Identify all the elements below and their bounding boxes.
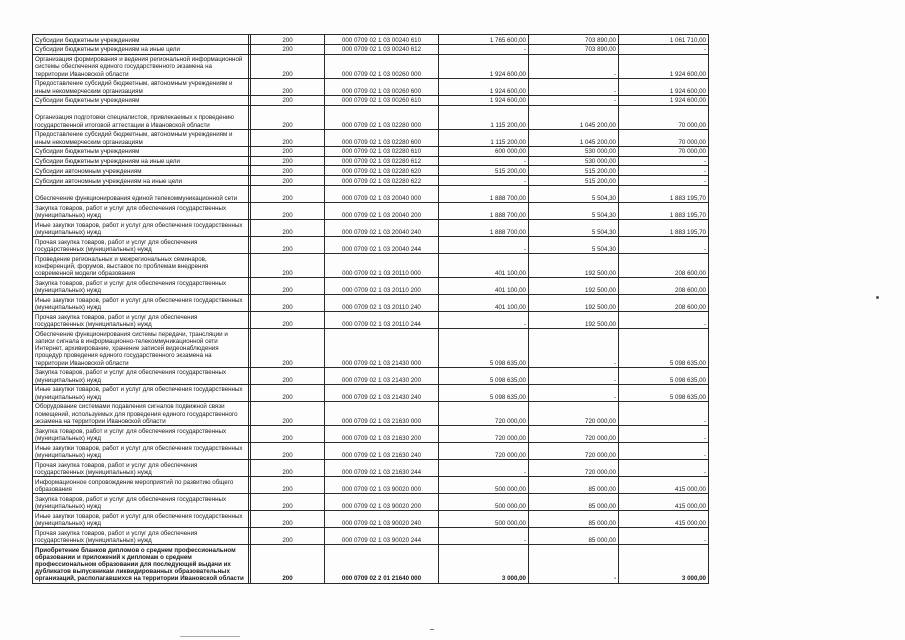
row-line-code: 200: [251, 253, 325, 277]
row-line-code: 200: [251, 442, 325, 459]
row-approved-amount: 600 000,00: [439, 146, 529, 156]
row-budget-classification-code: 000 0709 02 1 03 02280 610: [325, 146, 439, 156]
table-row: [33, 493, 709, 510]
row-unexecuted-amount: 1 883 195,70: [619, 202, 709, 219]
row-approved-amount: 1 924 600,00: [439, 95, 529, 105]
row-unexecuted-amount: 1 924 600,00: [619, 78, 709, 95]
scan-speck: [876, 296, 879, 299]
row-approved-amount: -: [439, 312, 529, 329]
row-approved-amount: 401 100,00: [439, 295, 529, 312]
row-name: Оборудование системами подавления сигналов подвижной связи помещений, используемых для проведения единого государственного экзамена на территории Ивановской области: [33, 401, 249, 425]
row-executed-amount: 720 000,00: [529, 459, 619, 476]
row-line-code: 200: [251, 278, 325, 295]
row-budget-classification-code: 000 0709 02 1 03 02280 622: [325, 176, 439, 186]
row-unexecuted-amount: 1 061 710,00: [619, 35, 709, 45]
row-name: Субсидии бюджетным учреждениям: [33, 146, 249, 156]
row-unexecuted-amount: -: [619, 166, 709, 176]
row-unexecuted-amount: -: [619, 442, 709, 459]
row-name: Закупка товаров, работ и услуг для обеспечения государственных (муниципальных) нужд: [33, 202, 249, 219]
row-approved-amount: 720 000,00: [439, 442, 529, 459]
row-budget-classification-code: 000 0709 02 1 03 00260 600: [325, 78, 439, 95]
row-name: Обеспечение функционирования системы передачи, трансляции и записи сигнала в информационно-телекоммуникационной сети Интернет, архивирование, хранение записей видеонаблюдения процедур проведения единого государственного экзамена на территории Ивановской области: [33, 329, 249, 368]
row-line-code: 200: [251, 176, 325, 186]
table-row: [33, 295, 709, 312]
row-name: Обеспечение функционирования единой телекоммуникационной сети: [33, 185, 249, 202]
row-executed-amount: 192 500,00: [529, 295, 619, 312]
budget-report-page: [32, 34, 708, 584]
row-executed-amount: 192 500,00: [529, 312, 619, 329]
row-unexecuted-amount: 5 098 635,00: [619, 384, 709, 401]
row-approved-amount: 401 100,00: [439, 253, 529, 277]
row-line-code: 200: [251, 329, 325, 368]
table-row: [33, 329, 709, 368]
row-executed-amount: 703 890,00: [529, 35, 619, 45]
row-approved-amount: -: [439, 176, 529, 186]
table-row: [33, 367, 709, 384]
row-unexecuted-amount: 1 924 600,00: [619, 54, 709, 78]
table-row: [33, 278, 709, 295]
row-budget-classification-code: 000 0709 02 1 03 02280 612: [325, 156, 439, 166]
row-name: Субсидии бюджетным учреждениям на иные цели: [33, 44, 249, 54]
table-row: [33, 78, 709, 95]
row-line-code: 200: [251, 105, 325, 129]
row-unexecuted-amount: 415 000,00: [619, 476, 709, 493]
row-approved-amount: 3 000,00: [439, 544, 529, 583]
table-row: [33, 202, 709, 219]
row-budget-classification-code: 000 0709 02 1 03 20040 240: [325, 219, 439, 236]
row-executed-amount: -: [529, 95, 619, 105]
row-name: Приобретение бланков дипломов о среднем профессиональном образовании и приложений к дипломам о среднем профессиональном образовании для последующей выдачи их дубликатов выпускникам ликвидированных образовательных организаций, располагавшихся на территории Ивановской области: [33, 544, 249, 583]
row-name: Организация подготовки специалистов, привлекаемых к проведению государственной итоговой аттестации в Ивановской области: [33, 105, 249, 129]
table-row: [33, 156, 709, 166]
row-line-code: 200: [251, 236, 325, 253]
row-line-code: 200: [251, 35, 325, 45]
row-budget-classification-code: 000 0709 02 1 03 21630 200: [325, 425, 439, 442]
row-executed-amount: 5 504,30: [529, 202, 619, 219]
row-approved-amount: -: [439, 156, 529, 166]
row-line-code: 200: [251, 166, 325, 176]
row-line-code: 200: [251, 459, 325, 476]
row-unexecuted-amount: 415 000,00: [619, 510, 709, 527]
scan-mark: [430, 629, 434, 630]
row-unexecuted-amount: 70 000,00: [619, 129, 709, 146]
row-unexecuted-amount: -: [619, 312, 709, 329]
table-row: [33, 146, 709, 156]
row-approved-amount: 1 115 200,00: [439, 105, 529, 129]
row-unexecuted-amount: 70 000,00: [619, 146, 709, 156]
row-name: Иные закупки товаров, работ и услуг для обеспечения государственных (муниципальных) нужд: [33, 442, 249, 459]
row-approved-amount: 1 924 600,00: [439, 78, 529, 95]
row-name: Субсидии автономным учреждениям на иные цели: [33, 176, 249, 186]
table-row: [33, 219, 709, 236]
row-approved-amount: 720 000,00: [439, 401, 529, 425]
row-name: Прочая закупка товаров, работ и услуг для обеспечения государственных (муниципальных) нужд: [33, 236, 249, 253]
row-executed-amount: 5 504,30: [529, 236, 619, 253]
row-unexecuted-amount: 208 600,00: [619, 253, 709, 277]
row-budget-classification-code: 000 0709 02 1 03 20040 200: [325, 202, 439, 219]
row-budget-classification-code: 000 0709 02 1 03 90020 200: [325, 493, 439, 510]
row-executed-amount: 85 000,00: [529, 510, 619, 527]
row-executed-amount: 720 000,00: [529, 442, 619, 459]
row-approved-amount: 500 000,00: [439, 510, 529, 527]
row-name: Иные закупки товаров, работ и услуг для обеспечения государственных (муниципальных) нужд: [33, 295, 249, 312]
row-budget-classification-code: 000 0709 02 1 03 90020 000: [325, 476, 439, 493]
row-line-code: 200: [251, 78, 325, 95]
table-row: [33, 54, 709, 78]
row-name: Закупка товаров, работ и услуг для обеспечения государственных (муниципальных) нужд: [33, 367, 249, 384]
row-executed-amount: -: [529, 384, 619, 401]
row-budget-classification-code: 000 0709 02 1 03 20110 000: [325, 253, 439, 277]
row-budget-classification-code: 000 0709 02 1 03 21630 244: [325, 459, 439, 476]
row-executed-amount: 192 500,00: [529, 253, 619, 277]
row-approved-amount: 1 765 600,00: [439, 35, 529, 45]
row-budget-classification-code: 000 0709 02 1 03 20040 000: [325, 185, 439, 202]
row-name: Закупка товаров, работ и услуг для обеспечения государственных (муниципальных) нужд: [33, 493, 249, 510]
row-name: Иные закупки товаров, работ и услуг для обеспечения государственных (муниципальных) нужд: [33, 510, 249, 527]
row-unexecuted-amount: 415 000,00: [619, 493, 709, 510]
table-row: [33, 544, 709, 583]
row-unexecuted-amount: 3 000,00: [619, 544, 709, 583]
row-executed-amount: 703 890,00: [529, 44, 619, 54]
row-unexecuted-amount: -: [619, 156, 709, 166]
row-executed-amount: -: [529, 329, 619, 368]
row-budget-classification-code: 000 0709 02 1 03 02280 600: [325, 129, 439, 146]
row-executed-amount: 85 000,00: [529, 493, 619, 510]
table-row: [33, 35, 709, 45]
table-row: [33, 527, 709, 544]
row-line-code: 200: [251, 185, 325, 202]
row-line-code: 200: [251, 401, 325, 425]
row-executed-amount: 515 200,00: [529, 176, 619, 186]
row-unexecuted-amount: 70 000,00: [619, 105, 709, 129]
row-budget-classification-code: 000 0709 02 1 03 00260 610: [325, 95, 439, 105]
budget-execution-table: [32, 34, 709, 584]
table-row: [33, 129, 709, 146]
row-approved-amount: 720 000,00: [439, 425, 529, 442]
table-row: [33, 185, 709, 202]
row-executed-amount: 5 504,30: [529, 219, 619, 236]
table-row: [33, 236, 709, 253]
row-budget-classification-code: 000 0709 02 1 03 21430 000: [325, 329, 439, 368]
row-approved-amount: 1 888 700,00: [439, 219, 529, 236]
row-budget-classification-code: 000 0709 02 1 03 90020 244: [325, 527, 439, 544]
row-executed-amount: 515 200,00: [529, 166, 619, 176]
row-unexecuted-amount: -: [619, 44, 709, 54]
row-line-code: 200: [251, 95, 325, 105]
row-approved-amount: 401 100,00: [439, 278, 529, 295]
row-budget-classification-code: 000 0709 02 1 03 02280 620: [325, 166, 439, 176]
table-row: [33, 401, 709, 425]
table-row: [33, 384, 709, 401]
row-line-code: 200: [251, 54, 325, 78]
row-line-code: 200: [251, 493, 325, 510]
row-unexecuted-amount: 1 883 195,70: [619, 219, 709, 236]
row-executed-amount: 192 500,00: [529, 278, 619, 295]
row-budget-classification-code: 000 0709 02 1 03 21430 200: [325, 367, 439, 384]
row-executed-amount: 1 045 200,00: [529, 129, 619, 146]
row-executed-amount: 5 504,30: [529, 185, 619, 202]
row-unexecuted-amount: -: [619, 425, 709, 442]
row-name: Закупка товаров, работ и услуг для обеспечения государственных (муниципальных) нужд: [33, 425, 249, 442]
row-name: Информационное сопровождение мероприятий по развитию общего образования: [33, 476, 249, 493]
row-executed-amount: 1 045 200,00: [529, 105, 619, 129]
row-line-code: 200: [251, 129, 325, 146]
table-row: [33, 510, 709, 527]
row-name: Прочая закупка товаров, работ и услуг для обеспечения государственных (муниципальных) нужд: [33, 527, 249, 544]
row-approved-amount: -: [439, 459, 529, 476]
row-executed-amount: -: [529, 367, 619, 384]
row-unexecuted-amount: 1 924 600,00: [619, 95, 709, 105]
row-approved-amount: -: [439, 236, 529, 253]
row-budget-classification-code: 000 0709 02 1 03 00260 000: [325, 54, 439, 78]
table-row: [33, 425, 709, 442]
row-line-code: 200: [251, 425, 325, 442]
row-name: Субсидии бюджетным учреждениям на иные цели: [33, 156, 249, 166]
row-name: Предоставление субсидий бюджетным, автономным учреждениям и иным некоммерческим организациям: [33, 129, 249, 146]
row-approved-amount: 1 115 200,00: [439, 129, 529, 146]
row-budget-classification-code: 000 0709 02 1 03 20110 240: [325, 295, 439, 312]
table-row: [33, 253, 709, 277]
row-approved-amount: 1 888 700,00: [439, 202, 529, 219]
table-row: [33, 176, 709, 186]
row-executed-amount: 720 000,00: [529, 425, 619, 442]
row-unexecuted-amount: 5 098 635,00: [619, 367, 709, 384]
row-name: Предоставление субсидий бюджетным, автономным учреждениям и иным некоммерческим организациям: [33, 78, 249, 95]
table-row: [33, 44, 709, 54]
row-unexecuted-amount: -: [619, 459, 709, 476]
row-line-code: 200: [251, 527, 325, 544]
table-row: [33, 442, 709, 459]
row-budget-classification-code: 000 0709 02 1 03 21630 240: [325, 442, 439, 459]
row-line-code: 200: [251, 295, 325, 312]
row-executed-amount: 530 000,00: [529, 146, 619, 156]
row-name: Субсидии бюджетным учреждениям: [33, 35, 249, 45]
row-unexecuted-amount: -: [619, 236, 709, 253]
row-executed-amount: -: [529, 544, 619, 583]
row-line-code: 200: [251, 544, 325, 583]
row-name: Субсидии автономным учреждениям: [33, 166, 249, 176]
row-approved-amount: 515 200,00: [439, 166, 529, 176]
row-budget-classification-code: 000 0709 02 1 03 90020 240: [325, 510, 439, 527]
row-unexecuted-amount: -: [619, 176, 709, 186]
row-budget-classification-code: 000 0709 02 1 03 00240 612: [325, 44, 439, 54]
table-row: [33, 476, 709, 493]
row-approved-amount: 5 098 635,00: [439, 329, 529, 368]
row-unexecuted-amount: -: [619, 401, 709, 425]
row-name: Иные закупки товаров, работ и услуг для обеспечения государственных (муниципальных) нужд: [33, 219, 249, 236]
row-line-code: 200: [251, 156, 325, 166]
row-line-code: 200: [251, 44, 325, 54]
row-approved-amount: 5 098 635,00: [439, 367, 529, 384]
table-row: [33, 166, 709, 176]
row-executed-amount: 85 000,00: [529, 527, 619, 544]
table-row: [33, 105, 709, 129]
row-unexecuted-amount: 1 883 195,70: [619, 185, 709, 202]
row-budget-classification-code: 000 0709 02 1 03 21630 000: [325, 401, 439, 425]
row-approved-amount: 500 000,00: [439, 476, 529, 493]
row-name: Прочая закупка товаров, работ и услуг для обеспечения государственных (муниципальных) нужд: [33, 459, 249, 476]
row-approved-amount: 500 000,00: [439, 493, 529, 510]
scan-mark: [180, 636, 240, 637]
row-name: Прочая закупка товаров, работ и услуг для обеспечения государственных (муниципальных) нужд: [33, 312, 249, 329]
row-unexecuted-amount: -: [619, 527, 709, 544]
row-approved-amount: 5 098 635,00: [439, 384, 529, 401]
row-line-code: 200: [251, 312, 325, 329]
row-unexecuted-amount: 208 600,00: [619, 295, 709, 312]
table-body: [33, 35, 709, 584]
table-row: [33, 459, 709, 476]
row-budget-classification-code: 000 0709 02 1 03 20110 244: [325, 312, 439, 329]
row-line-code: 200: [251, 202, 325, 219]
row-budget-classification-code: 000 0709 02 1 03 20110 200: [325, 278, 439, 295]
row-line-code: 200: [251, 476, 325, 493]
row-approved-amount: -: [439, 44, 529, 54]
row-executed-amount: -: [529, 54, 619, 78]
row-unexecuted-amount: 5 098 635,00: [619, 329, 709, 368]
row-name: Иные закупки товаров, работ и услуг для обеспечения государственных (муниципальных) нужд: [33, 384, 249, 401]
row-budget-classification-code: 000 0709 02 1 03 02280 000: [325, 105, 439, 129]
row-name: Закупка товаров, работ и услуг для обеспечения государственных (муниципальных) нужд: [33, 278, 249, 295]
row-executed-amount: -: [529, 78, 619, 95]
row-approved-amount: 1 888 700,00: [439, 185, 529, 202]
row-budget-classification-code: 000 0709 02 1 03 20040 244: [325, 236, 439, 253]
row-executed-amount: 85 000,00: [529, 476, 619, 493]
row-line-code: 200: [251, 367, 325, 384]
row-name: Проведение региональных и межрегиональных семинаров, конференций, форумов, выставок по проблемам внедрения современной модели образования: [33, 253, 249, 277]
row-line-code: 200: [251, 384, 325, 401]
row-approved-amount: -: [439, 527, 529, 544]
table-row: [33, 312, 709, 329]
row-line-code: 200: [251, 219, 325, 236]
row-line-code: 200: [251, 510, 325, 527]
row-name: Субсидии бюджетным учреждениям: [33, 95, 249, 105]
row-executed-amount: 530 000,00: [529, 156, 619, 166]
row-budget-classification-code: 000 0709 02 2 01 21640 000: [325, 544, 439, 583]
row-unexecuted-amount: 208 600,00: [619, 278, 709, 295]
row-approved-amount: 1 924 600,00: [439, 54, 529, 78]
row-name: Организация формирования и ведения региональной информационной системы обеспечения единого государственного экзамена на территории Ивановской области: [33, 54, 249, 78]
row-budget-classification-code: 000 0709 02 1 03 00240 610: [325, 35, 439, 45]
row-budget-classification-code: 000 0709 02 1 03 21430 240: [325, 384, 439, 401]
table-row: [33, 95, 709, 105]
row-line-code: 200: [251, 146, 325, 156]
row-executed-amount: 720 000,00: [529, 401, 619, 425]
